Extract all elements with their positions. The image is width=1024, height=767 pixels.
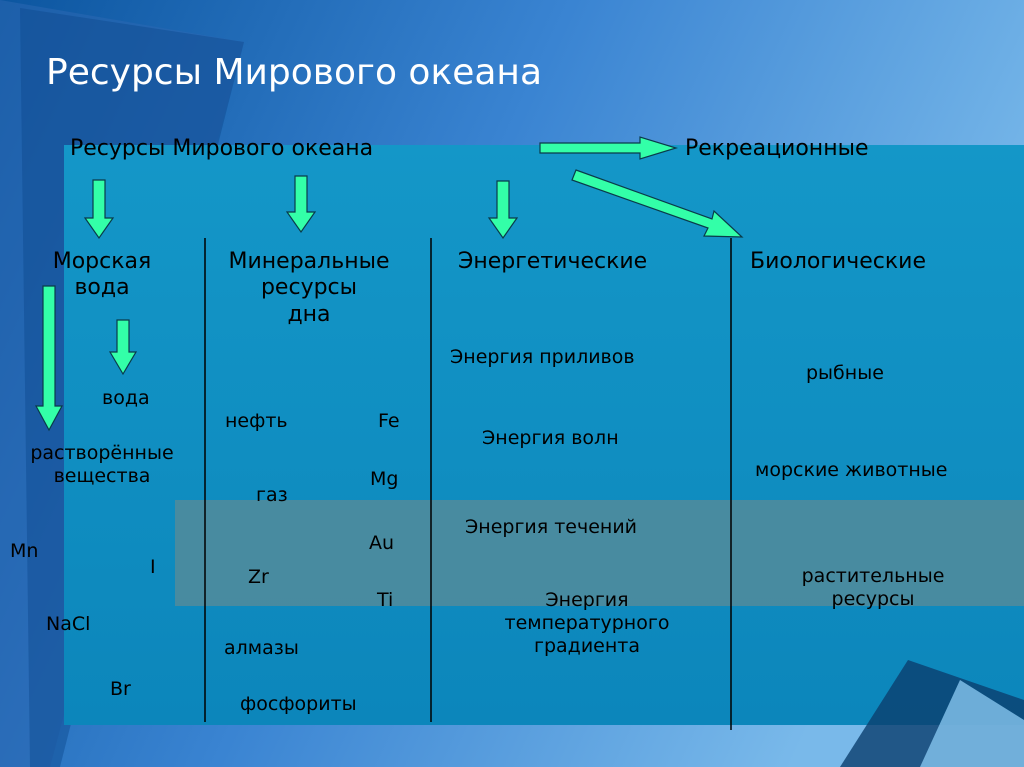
item-thermal-line3: градиента (534, 634, 640, 657)
item-plants-line1: растительные (801, 565, 945, 587)
item-currents: Энергия течений (465, 516, 638, 538)
item-thermal-line1: Энергия (545, 589, 629, 611)
mineral-heading-line3: дна (287, 301, 331, 327)
item-nacl: NaCl (46, 613, 91, 635)
item-thermal-line2: температурного (504, 611, 670, 634)
sea-water-heading-line1: Морская (52, 249, 152, 274)
item-dissolved-line1: растворённые (30, 442, 174, 464)
item-i: I (150, 556, 156, 578)
item-oil: нефть (225, 410, 288, 432)
item-diamonds: алмазы (224, 637, 299, 659)
sea-water-heading (32, 249, 172, 302)
mineral-heading (204, 249, 414, 328)
item-water: вода (102, 387, 150, 409)
item-gas: газ (256, 484, 288, 506)
item-au: Au (369, 532, 395, 554)
item-fish: рыбные (806, 362, 884, 384)
item-ti: Ti (377, 589, 394, 611)
item-waves: Энергия волн (482, 427, 619, 449)
item-thermal (470, 589, 704, 657)
recreational-node: Рекреационные (685, 136, 869, 161)
mineral-heading-line2: ресурсы (260, 275, 358, 301)
slide-title: Ресурсы Мирового океана (46, 52, 543, 93)
item-br: Br (110, 678, 131, 700)
item-fe: Fe (378, 410, 400, 432)
item-plants (770, 565, 976, 611)
mineral-heading-line1: Минеральные (228, 249, 390, 274)
item-phosphorites: фосфориты (240, 693, 357, 715)
item-mn: Mn (10, 540, 39, 562)
root-node: Ресурсы Мирового океана (70, 136, 374, 161)
biological-heading: Биологические (750, 249, 926, 274)
item-zr: Zr (248, 566, 269, 588)
item-plants-line2: ресурсы (831, 587, 915, 610)
item-mg: Mg (370, 468, 399, 490)
item-animals: морские животные (755, 459, 948, 481)
sea-water-heading-line2: вода (74, 275, 130, 301)
item-dissolved (4, 442, 200, 488)
energy-heading: Энергетические (458, 249, 648, 274)
item-dissolved-line2: вещества (53, 464, 151, 487)
item-tides: Энергия приливов (450, 346, 635, 368)
